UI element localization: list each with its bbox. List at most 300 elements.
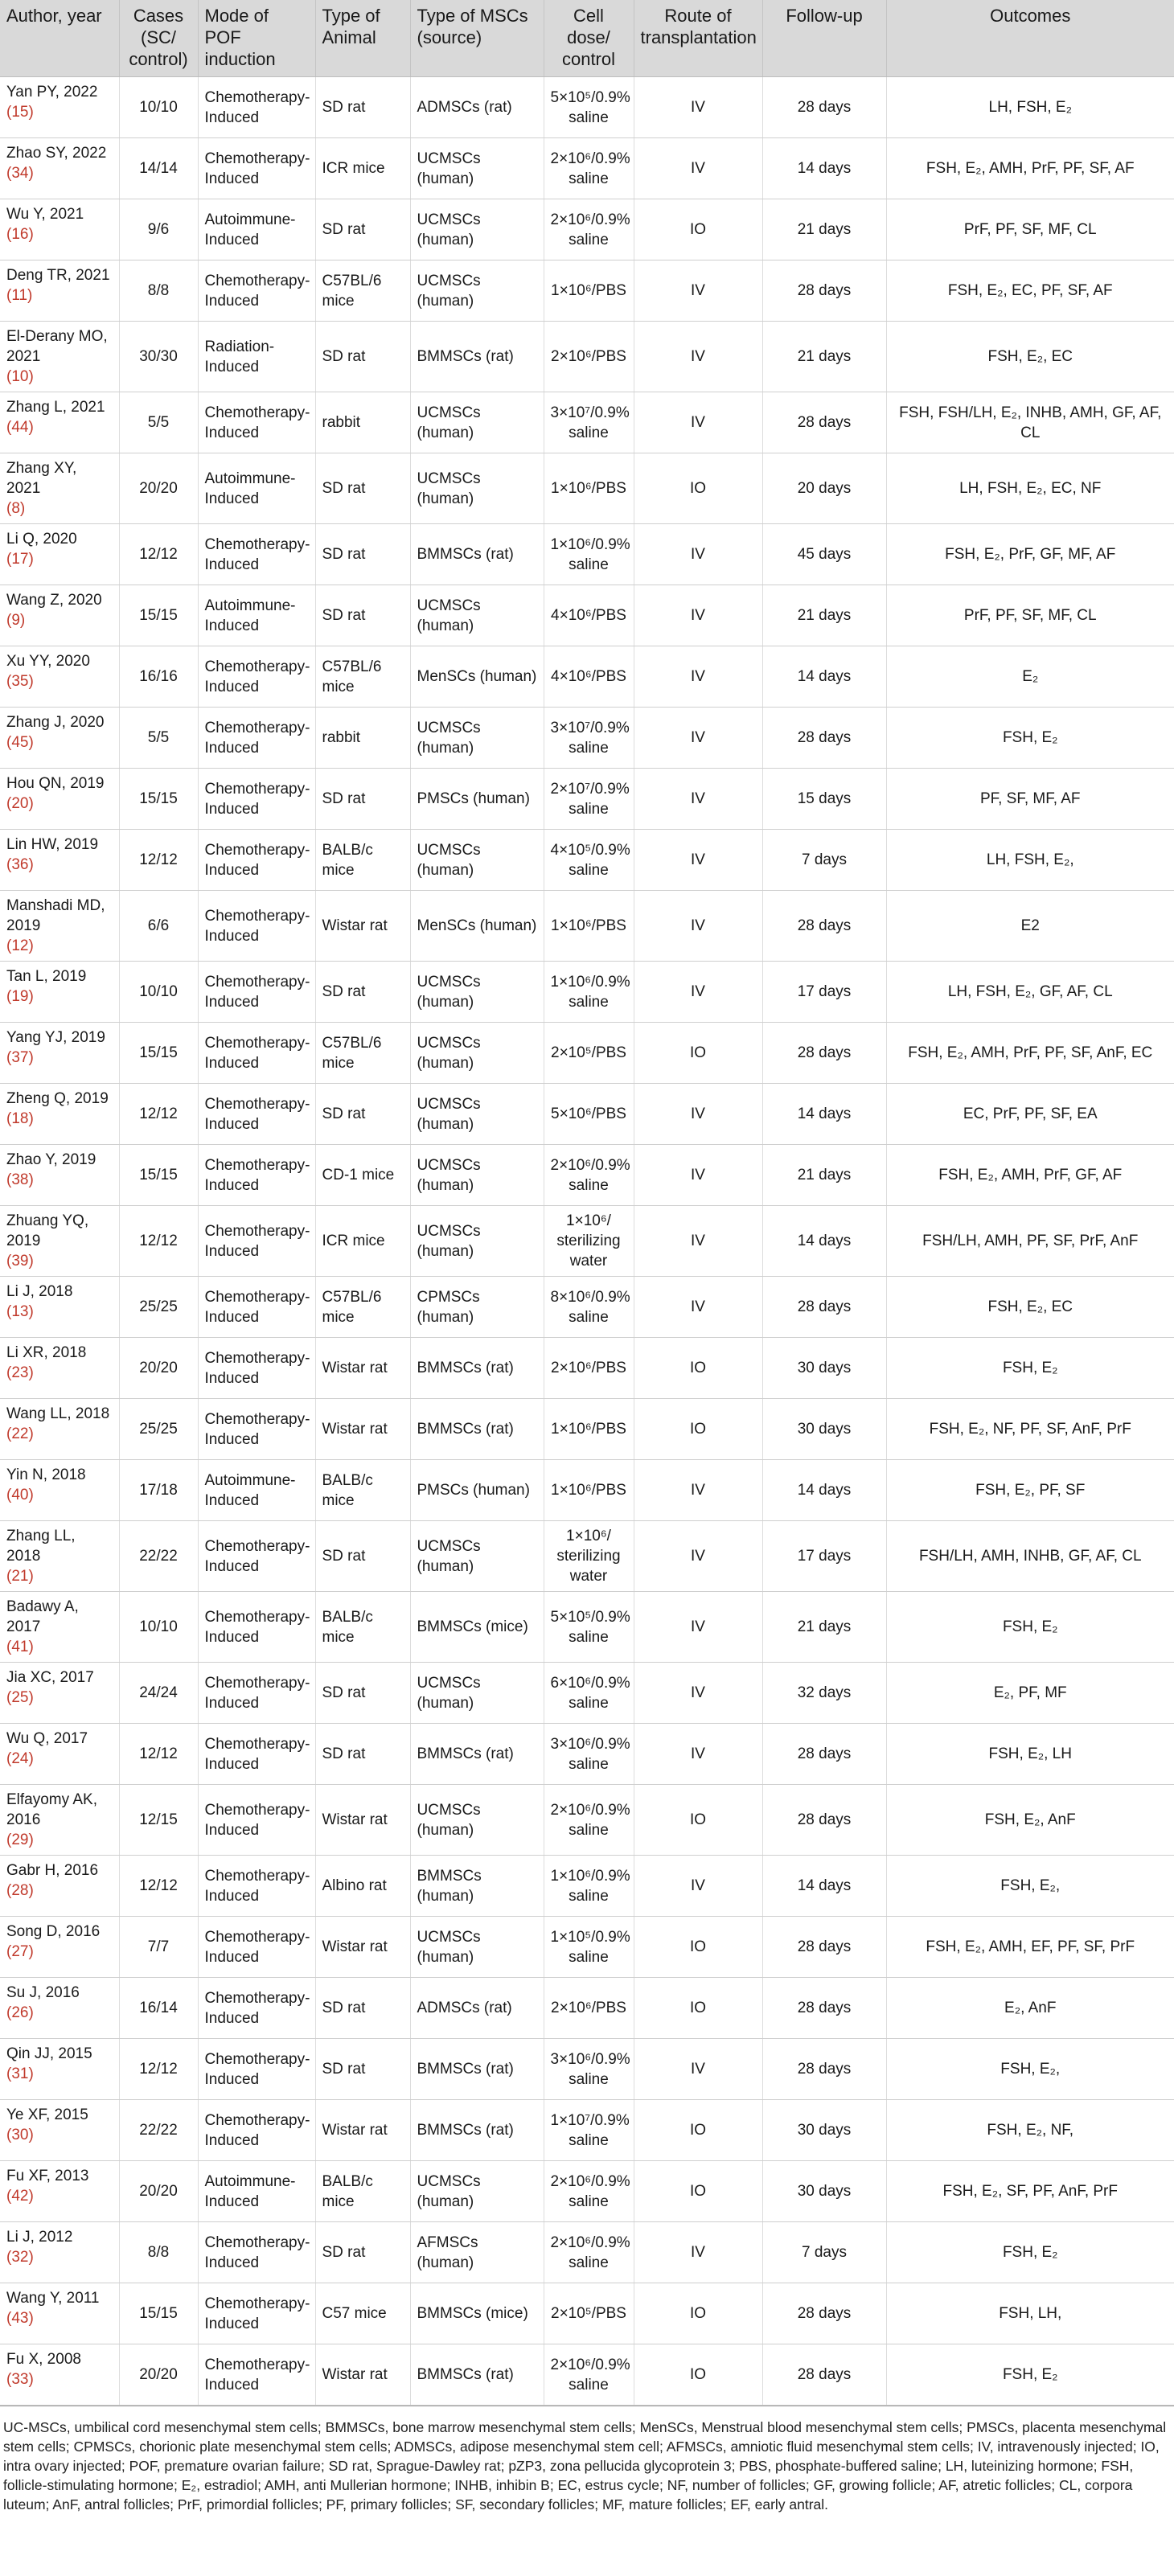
cell-msc: UCMSCs (human) [410, 199, 544, 260]
cell-msc: UCMSCs (human) [410, 708, 544, 769]
cell-author [0, 2344, 119, 2406]
cell-dose: 2×10⁷/0.9% saline [544, 769, 634, 830]
cell-outcomes: FSH, E₂, AnF [886, 1785, 1174, 1856]
cell-route: IO [634, 2283, 762, 2344]
cell-route: IO [634, 453, 762, 524]
cell-followup: 7 days [762, 830, 886, 891]
table-row [0, 1856, 1174, 1917]
cell-route: IV [634, 769, 762, 830]
table-row [0, 138, 1174, 199]
table-row [0, 708, 1174, 769]
table-row [0, 2100, 1174, 2161]
cell-route: IO [634, 1338, 762, 1399]
table-row [0, 1206, 1174, 1277]
cell-msc: UCMSCs (human) [410, 1521, 544, 1592]
reference-link[interactable]: (33) [6, 2371, 34, 2388]
cell-author [0, 1145, 119, 1206]
cell-author [0, 1856, 119, 1917]
cell-msc: ADMSCs (rat) [410, 77, 544, 138]
reference-link[interactable]: (12) [6, 937, 34, 954]
reference-link[interactable]: (11) [6, 287, 33, 304]
cell-outcomes: LH, FSH, E₂, GF, AF, CL [886, 962, 1174, 1023]
cell-followup: 17 days [762, 962, 886, 1023]
cell-dose: 2×10⁵/PBS [544, 2283, 634, 2344]
author-year: Li J, 2012 [6, 2229, 73, 2246]
cell-route: IV [634, 1724, 762, 1785]
cell-route: IO [634, 1785, 762, 1856]
cell-dose: 2×10⁶/0.9% saline [544, 1785, 634, 1856]
cell-followup: 17 days [762, 1521, 886, 1592]
table-row [0, 1023, 1174, 1084]
author-year: Zheng Q, 2019 [6, 1090, 109, 1107]
reference-link[interactable]: (40) [6, 1487, 34, 1503]
cell-route: IV [634, 830, 762, 891]
reference-link[interactable]: (24) [6, 1750, 34, 1767]
cell-animal: ICR mice [315, 1206, 410, 1277]
cell-msc: BMMSCs (mice) [410, 2283, 544, 2344]
cell-mode: Chemotherapy-Induced [198, 1277, 315, 1338]
cell-dose: 2×10⁶/PBS [544, 1978, 634, 2039]
cell-author [0, 708, 119, 769]
reference-link[interactable]: (15) [6, 104, 34, 121]
cell-mode: Chemotherapy-Induced [198, 1023, 315, 1084]
cell-msc: UCMSCs (human) [410, 1917, 544, 1978]
reference-link[interactable]: (18) [6, 1110, 34, 1127]
table-header-row [0, 0, 1174, 77]
cell-outcomes: FSH, E₂, EC, PF, SF, AF [886, 260, 1174, 322]
cell-outcomes: LH, FSH, E₂ [886, 77, 1174, 138]
cell-animal: SD rat [315, 199, 410, 260]
cell-author [0, 199, 119, 260]
cell-followup: 14 days [762, 1856, 886, 1917]
author-year: Zhang L, 2021 [6, 399, 105, 416]
cell-dose: 1×10⁶/PBS [544, 453, 634, 524]
cell-route: IO [634, 2161, 762, 2222]
table-row [0, 962, 1174, 1023]
cell-followup: 20 days [762, 453, 886, 524]
cell-followup: 15 days [762, 769, 886, 830]
cell-route: IV [634, 1145, 762, 1206]
cell-route: IO [634, 2100, 762, 2161]
cell-dose: 2×10⁶/0.9% saline [544, 138, 634, 199]
reference-link[interactable]: (13) [6, 1303, 34, 1320]
cell-followup: 30 days [762, 2100, 886, 2161]
table-row [0, 1399, 1174, 1460]
cell-animal: Wistar rat [315, 1785, 410, 1856]
cell-cases: 12/12 [119, 1206, 198, 1277]
table-row [0, 392, 1174, 453]
cell-mode: Chemotherapy-Induced [198, 1592, 315, 1663]
cell-outcomes: LH, FSH, E₂, [886, 830, 1174, 891]
cell-dose: 4×10⁶/PBS [544, 646, 634, 708]
reference-link[interactable]: (9) [6, 612, 26, 629]
cell-cases: 12/12 [119, 1856, 198, 1917]
cell-msc: MenSCs (human) [410, 646, 544, 708]
author-year: Yan PY, 2022 [6, 84, 98, 100]
cell-followup: 21 days [762, 322, 886, 392]
cell-cases: 14/14 [119, 138, 198, 199]
cell-msc: CPMSCs (human) [410, 1277, 544, 1338]
table-row [0, 1663, 1174, 1724]
cell-dose: 2×10⁶/0.9% saline [544, 1145, 634, 1206]
cell-mode: Chemotherapy-Induced [198, 891, 315, 962]
cell-mode: Chemotherapy-Induced [198, 138, 315, 199]
reference-link[interactable]: (34) [6, 165, 34, 182]
cell-mode: Chemotherapy-Induced [198, 1663, 315, 1724]
cell-dose: 2×10⁶/0.9% saline [544, 2222, 634, 2283]
cell-mode: Chemotherapy-Induced [198, 1978, 315, 2039]
cell-outcomes: FSH/LH, AMH, PF, SF, PrF, AnF [886, 1206, 1174, 1277]
cell-author [0, 322, 119, 392]
cell-cases: 12/15 [119, 1785, 198, 1856]
cell-outcomes: PrF, PF, SF, MF, CL [886, 199, 1174, 260]
cell-author [0, 1460, 119, 1521]
cell-dose: 5×10⁵/0.9% saline [544, 1592, 634, 1663]
table-row [0, 1978, 1174, 2039]
cell-cases: 12/12 [119, 1724, 198, 1785]
cell-cases: 5/5 [119, 392, 198, 453]
cell-followup: 21 days [762, 1592, 886, 1663]
reference-link[interactable]: (22) [6, 1425, 34, 1442]
cell-followup: 45 days [762, 524, 886, 585]
reference-link[interactable]: (25) [6, 1689, 34, 1706]
cell-route: IV [634, 1592, 762, 1663]
cell-followup: 30 days [762, 1338, 886, 1399]
cell-msc: PMSCs (human) [410, 769, 544, 830]
cell-animal: SD rat [315, 1084, 410, 1145]
author-year: Elfayomy AK, 2016 [6, 1791, 97, 1828]
cell-route: IV [634, 1856, 762, 1917]
cell-cases: 9/6 [119, 199, 198, 260]
cell-outcomes: FSH, E₂, [886, 2039, 1174, 2100]
cell-cases: 7/7 [119, 1917, 198, 1978]
table-row [0, 1460, 1174, 1521]
reference-link[interactable]: (20) [6, 795, 34, 812]
cell-mode: Autoimmune-Induced [198, 585, 315, 646]
cell-route: IV [634, 646, 762, 708]
cell-animal: rabbit [315, 392, 410, 453]
cell-animal: Wistar rat [315, 1917, 410, 1978]
cell-outcomes: EC, PrF, PF, SF, EA [886, 1084, 1174, 1145]
cell-dose: 2×10⁶/0.9% saline [544, 2161, 634, 2222]
cell-mode: Chemotherapy-Induced [198, 1521, 315, 1592]
cell-followup: 28 days [762, 1023, 886, 1084]
cell-outcomes: FSH, FSH/LH, E₂, INHB, AMH, GF, AF, CL [886, 392, 1174, 453]
cell-route: IV [634, 138, 762, 199]
cell-dose: 2×10⁶/PBS [544, 1338, 634, 1399]
cell-mode: Chemotherapy-Induced [198, 646, 315, 708]
cell-followup: 28 days [762, 2344, 886, 2406]
cell-outcomes: E2 [886, 891, 1174, 962]
cell-cases: 15/15 [119, 1145, 198, 1206]
cell-msc: UCMSCs (human) [410, 1023, 544, 1084]
cell-dose: 4×10⁶/PBS [544, 585, 634, 646]
cell-outcomes: FSH, E₂ [886, 708, 1174, 769]
cell-outcomes: LH, FSH, E₂, EC, NF [886, 453, 1174, 524]
table-row [0, 77, 1174, 138]
cell-author [0, 392, 119, 453]
author-year: Lin HW, 2019 [6, 836, 99, 853]
cell-author [0, 77, 119, 138]
cell-dose: 1×10⁶/ sterilizing water [544, 1521, 634, 1592]
cell-mode: Chemotherapy-Induced [198, 2100, 315, 2161]
cell-route: IO [634, 1023, 762, 1084]
cell-animal: Wistar rat [315, 891, 410, 962]
table-row [0, 1338, 1174, 1399]
cell-route: IV [634, 585, 762, 646]
cell-followup: 14 days [762, 1460, 886, 1521]
cell-followup: 14 days [762, 646, 886, 708]
cell-cases: 20/20 [119, 2344, 198, 2406]
cell-mode: Chemotherapy-Induced [198, 708, 315, 769]
table-row [0, 1145, 1174, 1206]
cell-msc: UCMSCs (human) [410, 1206, 544, 1277]
cell-cases: 20/20 [119, 1338, 198, 1399]
table-row [0, 199, 1174, 260]
cell-route: IV [634, 1277, 762, 1338]
cell-cases: 20/20 [119, 2161, 198, 2222]
reference-link[interactable]: (39) [6, 1253, 34, 1270]
cell-dose: 3×10⁶/0.9% saline [544, 2039, 634, 2100]
cell-author [0, 646, 119, 708]
cell-followup: 14 days [762, 138, 886, 199]
author-year: Wu Q, 2017 [6, 1730, 88, 1747]
cell-cases: 15/15 [119, 769, 198, 830]
cell-author [0, 138, 119, 199]
table-row [0, 1785, 1174, 1856]
reference-link[interactable]: (37) [6, 1049, 34, 1066]
cell-cases: 25/25 [119, 1399, 198, 1460]
author-year: Ye XF, 2015 [6, 2106, 88, 2123]
cell-route: IV [634, 1206, 762, 1277]
reference-link[interactable]: (36) [6, 856, 34, 873]
cell-mode: Chemotherapy-Induced [198, 2283, 315, 2344]
cell-outcomes: FSH, LH, [886, 2283, 1174, 2344]
cell-mode: Autoimmune-Induced [198, 453, 315, 524]
cell-msc: MenSCs (human) [410, 891, 544, 962]
reference-link[interactable]: (27) [6, 1943, 34, 1960]
cell-author [0, 1023, 119, 1084]
reference-link[interactable]: (44) [6, 419, 34, 436]
cell-author [0, 524, 119, 585]
cell-animal: SD rat [315, 1663, 410, 1724]
cell-author [0, 1521, 119, 1592]
cell-outcomes: FSH, E₂ [886, 1338, 1174, 1399]
cell-mode: Chemotherapy-Induced [198, 769, 315, 830]
cell-outcomes: FSH, E₂ [886, 1592, 1174, 1663]
cell-msc: BMMSCs (rat) [410, 524, 544, 585]
reference-link[interactable]: (28) [6, 1882, 34, 1899]
table-row [0, 524, 1174, 585]
cell-route: IV [634, 322, 762, 392]
cell-dose: 2×10⁶/0.9% saline [544, 199, 634, 260]
cell-followup: 28 days [762, 392, 886, 453]
cell-mode: Chemotherapy-Induced [198, 524, 315, 585]
cell-animal: C57BL/6 mice [315, 1023, 410, 1084]
table-row [0, 1084, 1174, 1145]
cell-cases: 12/12 [119, 524, 198, 585]
cell-mode: Chemotherapy-Induced [198, 1724, 315, 1785]
cell-animal: SD rat [315, 322, 410, 392]
reference-link[interactable]: (31) [6, 2065, 34, 2082]
cell-msc: ADMSCs (rat) [410, 1978, 544, 2039]
cell-cases: 24/24 [119, 1663, 198, 1724]
cell-outcomes: FSH, E₂, NF, [886, 2100, 1174, 2161]
cell-dose: 2×10⁶/0.9% saline [544, 2344, 634, 2406]
cell-animal: BALB/c mice [315, 1592, 410, 1663]
author-year: Fu X, 2008 [6, 2351, 81, 2368]
reference-link[interactable]: (35) [6, 673, 34, 690]
cell-cases: 10/10 [119, 77, 198, 138]
header-route: Route of transplantation [634, 0, 762, 77]
author-year: Fu XF, 2013 [6, 2168, 89, 2184]
cell-outcomes: FSH, E₂, AMH, PrF, PF, SF, AF [886, 138, 1174, 199]
cell-mode: Chemotherapy-Induced [198, 77, 315, 138]
cell-dose: 1×10⁷/0.9% saline [544, 2100, 634, 2161]
cell-followup: 30 days [762, 1399, 886, 1460]
cell-cases: 8/8 [119, 2222, 198, 2283]
cell-author [0, 453, 119, 524]
cell-outcomes: FSH, E₂, AMH, PrF, PF, SF, AnF, EC [886, 1023, 1174, 1084]
cell-mode: Chemotherapy-Induced [198, 1338, 315, 1399]
cell-author [0, 1338, 119, 1399]
cell-mode: Chemotherapy-Induced [198, 1145, 315, 1206]
cell-outcomes: FSH, E₂, AMH, EF, PF, SF, PrF [886, 1917, 1174, 1978]
cell-route: IV [634, 891, 762, 962]
reference-link[interactable]: (10) [6, 368, 34, 385]
cell-author [0, 1277, 119, 1338]
cell-msc: BMMSCs (rat) [410, 1399, 544, 1460]
cell-route: IV [634, 260, 762, 322]
reference-link[interactable]: (30) [6, 2127, 34, 2143]
cell-outcomes: FSH, E₂, AMH, PrF, GF, AF [886, 1145, 1174, 1206]
cell-dose: 1×10⁶/PBS [544, 260, 634, 322]
cell-animal: C57BL/6 mice [315, 646, 410, 708]
reference-link[interactable]: (17) [6, 551, 34, 568]
cell-mode: Chemotherapy-Induced [198, 1206, 315, 1277]
cell-outcomes: E₂, AnF [886, 1978, 1174, 2039]
cell-msc: UCMSCs (human) [410, 1785, 544, 1856]
reference-link[interactable]: (16) [6, 226, 34, 243]
cell-cases: 22/22 [119, 2100, 198, 2161]
cell-msc: BMMSCs (mice) [410, 1592, 544, 1663]
cell-outcomes: FSH, E₂, EC [886, 1277, 1174, 1338]
cell-cases: 12/12 [119, 2039, 198, 2100]
cell-dose: 3×10⁷/0.9% saline [544, 708, 634, 769]
reference-link[interactable]: (19) [6, 988, 34, 1005]
cell-followup: 21 days [762, 1145, 886, 1206]
cell-mode: Chemotherapy-Induced [198, 962, 315, 1023]
cell-msc: AFMSCs (human) [410, 2222, 544, 2283]
cell-mode: Chemotherapy-Induced [198, 260, 315, 322]
cell-msc: BMMSCs (rat) [410, 2039, 544, 2100]
cell-animal: Wistar rat [315, 2344, 410, 2406]
reference-link[interactable]: (41) [6, 1639, 34, 1655]
cell-route: IO [634, 1399, 762, 1460]
cell-mode: Chemotherapy-Induced [198, 392, 315, 453]
reference-link[interactable]: (8) [6, 500, 26, 517]
cell-mode: Chemotherapy-Induced [198, 2344, 315, 2406]
cell-animal: SD rat [315, 77, 410, 138]
cell-route: IV [634, 2039, 762, 2100]
cell-animal: ICR mice [315, 138, 410, 199]
cell-animal: SD rat [315, 524, 410, 585]
author-year: Su J, 2016 [6, 1984, 80, 2001]
cell-followup: 21 days [762, 585, 886, 646]
reference-link[interactable]: (42) [6, 2188, 34, 2205]
cell-msc: PMSCs (human) [410, 1460, 544, 1521]
reference-link[interactable]: (23) [6, 1364, 34, 1381]
cell-followup: 28 days [762, 1724, 886, 1785]
cell-dose: 4×10⁵/0.9% saline [544, 830, 634, 891]
cell-mode: Autoimmune-Induced [198, 2161, 315, 2222]
cell-route: IO [634, 2344, 762, 2406]
author-year: Li Q, 2020 [6, 531, 77, 548]
cell-msc: BMMSCs (rat) [410, 1338, 544, 1399]
cell-msc: BMMSCs (rat) [410, 1724, 544, 1785]
cell-route: IV [634, 1521, 762, 1592]
cell-followup: 28 days [762, 891, 886, 962]
table-row [0, 1917, 1174, 1978]
author-year: Jia XC, 2017 [6, 1669, 94, 1686]
reference-link[interactable]: (45) [6, 734, 34, 751]
cell-animal: SD rat [315, 962, 410, 1023]
table-row [0, 2039, 1174, 2100]
cell-msc: UCMSCs (human) [410, 138, 544, 199]
cell-mode: Chemotherapy-Induced [198, 2039, 315, 2100]
author-year: Zhao SY, 2022 [6, 145, 107, 162]
cell-dose: 1×10⁵/0.9% saline [544, 1917, 634, 1978]
cell-route: IV [634, 77, 762, 138]
cell-outcomes: PrF, PF, SF, MF, CL [886, 585, 1174, 646]
cell-animal: SD rat [315, 453, 410, 524]
cell-followup: 28 days [762, 1277, 886, 1338]
cell-dose: 2×10⁵/PBS [544, 1023, 634, 1084]
cell-followup: 28 days [762, 260, 886, 322]
cell-outcomes: FSH/LH, AMH, INHB, GF, AF, CL [886, 1521, 1174, 1592]
author-year: Wu Y, 2021 [6, 206, 84, 223]
cell-author [0, 1206, 119, 1277]
table-row [0, 891, 1174, 962]
reference-link[interactable]: (32) [6, 2249, 34, 2266]
cell-author [0, 1917, 119, 1978]
cell-author [0, 1663, 119, 1724]
reference-link[interactable]: (43) [6, 2310, 34, 2327]
cell-followup: 7 days [762, 2222, 886, 2283]
reference-link[interactable]: (38) [6, 1171, 34, 1188]
cell-cases: 22/22 [119, 1521, 198, 1592]
cell-author [0, 962, 119, 1023]
author-year: Deng TR, 2021 [6, 267, 110, 284]
cell-outcomes: PF, SF, MF, AF [886, 769, 1174, 830]
reference-link[interactable]: (26) [6, 2004, 34, 2021]
cell-author [0, 2100, 119, 2161]
cell-cases: 5/5 [119, 708, 198, 769]
cell-animal: SD rat [315, 1724, 410, 1785]
reference-link[interactable]: (29) [6, 1832, 34, 1848]
author-year: Wang Y, 2011 [6, 2290, 100, 2307]
reference-link[interactable]: (21) [6, 1568, 34, 1585]
author-year: Manshadi MD, 2019 [6, 897, 105, 934]
cell-dose: 1×10⁶/0.9% saline [544, 524, 634, 585]
cell-cases: 10/10 [119, 962, 198, 1023]
cell-author [0, 2283, 119, 2344]
author-year: Li XR, 2018 [6, 1344, 87, 1361]
author-year: Song D, 2016 [6, 1923, 101, 1940]
table-row [0, 830, 1174, 891]
cell-dose: 1×10⁶/ sterilizing water [544, 1206, 634, 1277]
cell-cases: 15/15 [119, 1023, 198, 1084]
